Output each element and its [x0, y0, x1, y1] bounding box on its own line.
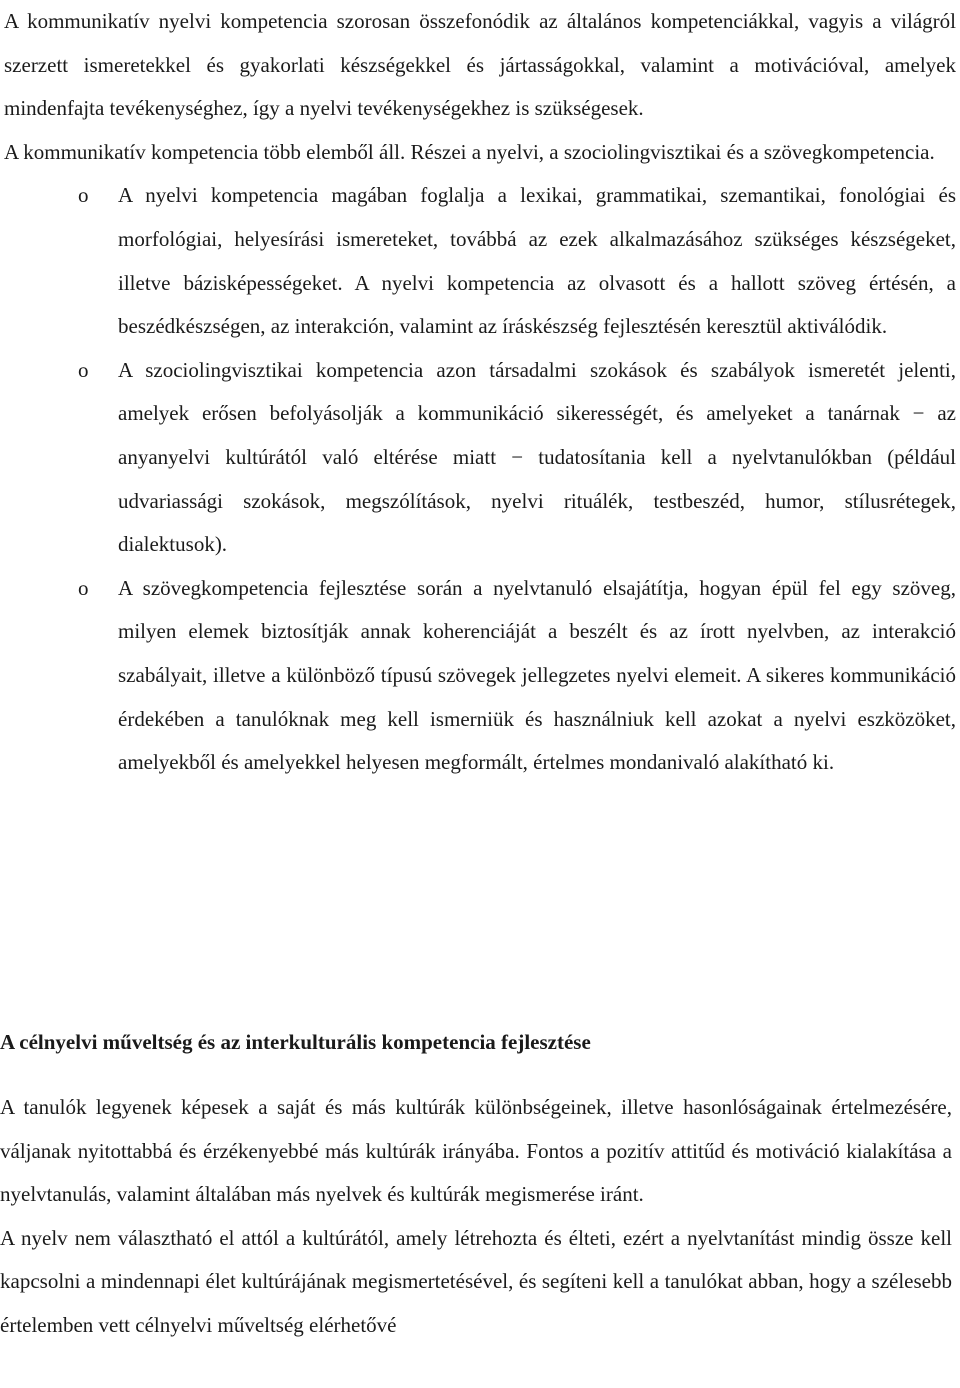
list-item-text: A szövegkompetencia fejlesztése során a nyelvtanuló elsajátítja, hogyan épül fel egy szöveg, milyen elemek biztosítják annak koherenciáját a beszélt és az írott nyelvben, az interakció szabályait, illetve a különböző típusú szövegek jellegzetes nyelvi elemeit. A sikeres kommunikáció érdekében a tanulóknak meg kell ismerniük és használniuk kell azokat a nyelvi eszközöket, amelyekből és amelyekkel helyesen megformált, értelmes mondanivaló alakítható ki. — [118, 575, 956, 775]
bullet-marker: o — [78, 575, 89, 600]
section-paragraph-2: A nyelv nem választható el attól a kultúrától, amely létrehozta és élteti, ezért a nyelvtanítást mindig össze kell kapcsolni a mindennapi élet kultúrájának megismertetésével, és segíteni kell a tanulókat abban, hogy a szélesebb értelemben vett célnyelvi műveltség elérhetővé — [0, 1225, 952, 1337]
bullet-marker: o — [78, 183, 89, 208]
list-item — [4, 174, 956, 348]
list-item-text: A nyelvi kompetencia magában foglalja a lexikai, grammatikai, szemantikai, fonológiai és morfológiai, helyesírási ismereteket, továbbá az ezek alkalmazásához szükséges készségeket, illetve bázisképességeket. A nyelvi kompetencia az olvasott és a hallott szöveg értésén, a beszédkészségen, az interakción, valamint az íráskészség fejlesztésén keresztül aktiválódik. — [118, 183, 956, 339]
section-paragraph-1: A tanulók legyenek képesek a saját és más kultúrák különbségeinek, illetve hasonlóságainak értelmezésére, váljanak nyitottabbá és érzékenyebbé más kultúrák irányába. Fontos a pozitív attitűd és motiváció kialakítása a nyelvtanulás, valamint általában más nyelvek és kultúrák megismerése iránt. — [0, 1095, 952, 1207]
list-item-text: A szociolingvisztikai kompetencia azon társadalmi szokások és szabályok ismeretét jelenti, amelyek erősen befolyásolják a kommunikáció sikerességét, és amelyeket a tanárnak − az anyanyelvi kultúrától való eltérése miatt − tudatosítania kell a nyelvtanulókban (például udvariassági szokások, megszólítások, nyelvi rituálék, testbeszéd, humor, stílusrétegek, dialektusok). — [118, 357, 956, 557]
competence-list — [4, 174, 956, 784]
list-item — [4, 567, 956, 785]
intro-paragraph-2: A kommunikatív kompetencia több elemből áll. Részei a nyelvi, a szociolingvisztikai és a szövegkompetencia. — [4, 139, 935, 164]
intro-paragraph-1: A kommunikatív nyelvi kompetencia szorosan összefonódik az általános kompetenciákkal, vagyis a világról szerzett ismeretekkel és gyakorlati készségekkel és jártasságokkal, valamint a motivációval, amelyek mindenfajta tevékenységhez, így a nyelvi tevékenységekhez is szükségesek. — [4, 9, 956, 121]
bullet-marker: o — [78, 357, 89, 382]
list-item — [4, 349, 956, 567]
section-body — [0, 1086, 952, 1348]
section-heading: A célnyelvi műveltség és az interkulturális kompetencia fejlesztése — [0, 1030, 591, 1054]
document-page — [4, 0, 956, 785]
